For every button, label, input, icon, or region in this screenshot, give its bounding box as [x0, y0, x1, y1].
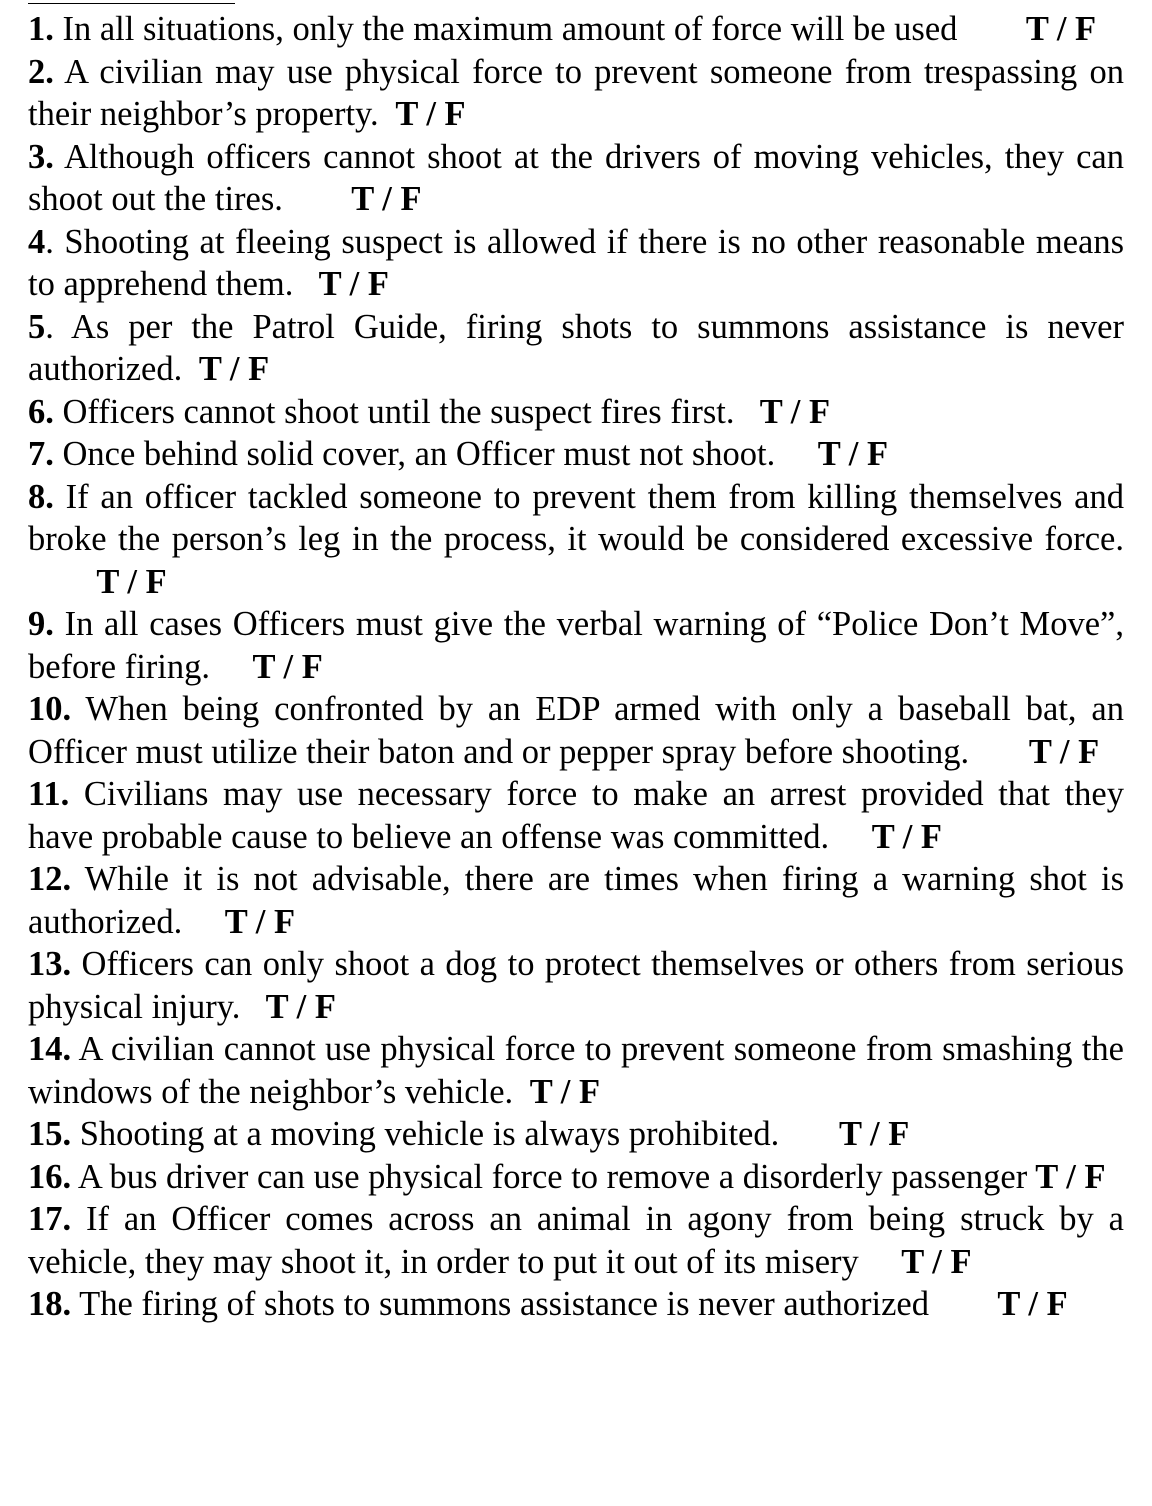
true-false-choice: T / F: [1028, 732, 1100, 771]
question-number: 3.: [28, 137, 54, 176]
true-false-choice: T / F: [817, 435, 889, 473]
question-item: [28, 221, 1124, 306]
question-text: A civilian cannot use physical force to prevent someone from smashing the windows of the neighbor’s vehicle.: [28, 1030, 1124, 1111]
question-number: 15.: [28, 1115, 72, 1153]
question-item: [28, 943, 1124, 1028]
question-number: 6.: [28, 392, 54, 431]
question-item: [28, 8, 1124, 51]
answer-gap: [957, 10, 1025, 48]
answer-gap: [182, 350, 199, 388]
answer-gap: [859, 1243, 902, 1281]
question-number: 14.: [28, 1030, 72, 1068]
question-item: [28, 306, 1124, 391]
question-text: While it is not advisable, there are times when firing a warning shot is authorized.: [28, 860, 1124, 941]
answer-gap: [293, 265, 318, 303]
top-rule: [28, 3, 235, 4]
true-false-choice: T / F: [318, 265, 389, 303]
question-text: If an Officer comes across an animal in agony from being struck by a vehicle, they may shoot it, in order to put it out of its misery: [28, 1200, 1124, 1281]
question-number: 9.: [28, 605, 54, 643]
question-text: In all situations, only the maximum amount of force will be used: [53, 10, 958, 48]
question-text: Civilians may use necessary force to make an arrest provided that they have probable cause to believe an offense was committed.: [28, 775, 1124, 856]
true-false-choice: T / F: [1025, 10, 1097, 48]
question-number: 12.: [28, 860, 72, 898]
true-false-choice: T / F: [838, 1115, 910, 1153]
answer-gap: [182, 903, 225, 941]
question-item: [28, 136, 1124, 221]
question-number: 1.: [28, 10, 54, 48]
question-item: [28, 476, 1124, 604]
answer-gap: [28, 563, 96, 601]
true-false-choice: T / F: [224, 902, 296, 941]
question-item: [28, 433, 1124, 476]
true-false-choice: T / F: [252, 647, 323, 686]
answer-gap: [779, 1115, 839, 1153]
answer-gap: [969, 733, 1029, 771]
question-text: When being confronted by an EDP armed with only a baseball bat, an Officer must utilize their baton and or pepper spray before shooting.: [28, 690, 1124, 771]
question-item: [28, 858, 1124, 943]
question-text: In all cases Officers must give the verbal warning of “Police Don’t Move”, before firing.: [28, 605, 1124, 686]
answer-gap: [379, 95, 396, 133]
true-false-choice: T / F: [351, 180, 422, 218]
question-text: If an officer tackled someone to prevent them from killing themselves and broke the person’s leg in the process, it would be considered excessive force.: [28, 477, 1124, 558]
question-text: A bus driver can use physical force to remove a disorderly passenger: [71, 1157, 1028, 1196]
answer-gap: [513, 1073, 530, 1111]
answer-gap: [829, 818, 872, 856]
true-false-choice: T / F: [901, 1242, 972, 1281]
answer-gap: [283, 180, 351, 218]
question-text: The firing of shots to summons assistance is never authorized: [71, 1285, 929, 1323]
answer-gap: [775, 435, 818, 473]
question-item: [28, 1283, 1124, 1326]
question-text: Officers can only shoot a dog to protect themselves or others from serious physical injury.: [28, 945, 1124, 1026]
true-false-choice: T / F: [1035, 1157, 1106, 1196]
question-number: 2.: [28, 52, 54, 91]
question-item: [28, 773, 1124, 858]
question-text: Although officers cannot shoot at the drivers of moving vehicles, they can shoot out the tires.: [28, 137, 1124, 218]
question-item: [28, 603, 1124, 688]
answer-gap: [734, 393, 759, 431]
question-number: 16.: [28, 1157, 72, 1196]
question-item: [28, 688, 1124, 773]
question-number: 13.: [28, 945, 72, 983]
question-number: 8.: [28, 477, 54, 516]
true-false-choice: T / F: [997, 1285, 1068, 1323]
question-item: [28, 1113, 1124, 1156]
question-number: 18.: [28, 1285, 72, 1323]
true-false-choice: T / F: [529, 1072, 601, 1111]
question-text: . Shooting at fleeing suspect is allowed if there is no other reasonable means to apprehend them.: [28, 222, 1124, 303]
question-number: 17.: [28, 1200, 72, 1238]
question-item: [28, 1156, 1124, 1199]
true-false-choice: T / F: [265, 987, 336, 1026]
question-text: Shooting at a moving vehicle is always prohibited.: [71, 1115, 780, 1153]
question-number: 7.: [28, 435, 54, 473]
question-item: [28, 1028, 1124, 1113]
question-text: Once behind solid cover, an Officer must not shoot.: [53, 435, 776, 473]
question-item: [28, 51, 1124, 136]
answer-gap: [240, 988, 265, 1026]
true-false-choice: T / F: [96, 562, 167, 601]
true-false-choice: T / F: [198, 350, 270, 388]
question-text: A civilian may use physical force to prevent someone from trespassing on their neighbor’s property.: [28, 52, 1124, 133]
question-number: 4: [28, 222, 46, 261]
true-false-choice: T / F: [759, 392, 831, 431]
answer-gap: [929, 1285, 997, 1323]
question-number: 5: [28, 307, 46, 346]
question-item: [28, 391, 1124, 434]
question-text: Officers cannot shoot until the suspect fires first.: [53, 392, 735, 431]
true-false-quiz: [28, 8, 1124, 1326]
answer-gap: [210, 648, 253, 686]
question-number: 10.: [28, 690, 72, 728]
true-false-choice: T / F: [395, 95, 466, 133]
question-item: [28, 1198, 1124, 1283]
question-text: . As per the Patrol Guide, firing shots to summons assistance is never authorized.: [28, 307, 1124, 388]
question-number: 11.: [28, 775, 70, 813]
true-false-choice: T / F: [871, 817, 943, 856]
